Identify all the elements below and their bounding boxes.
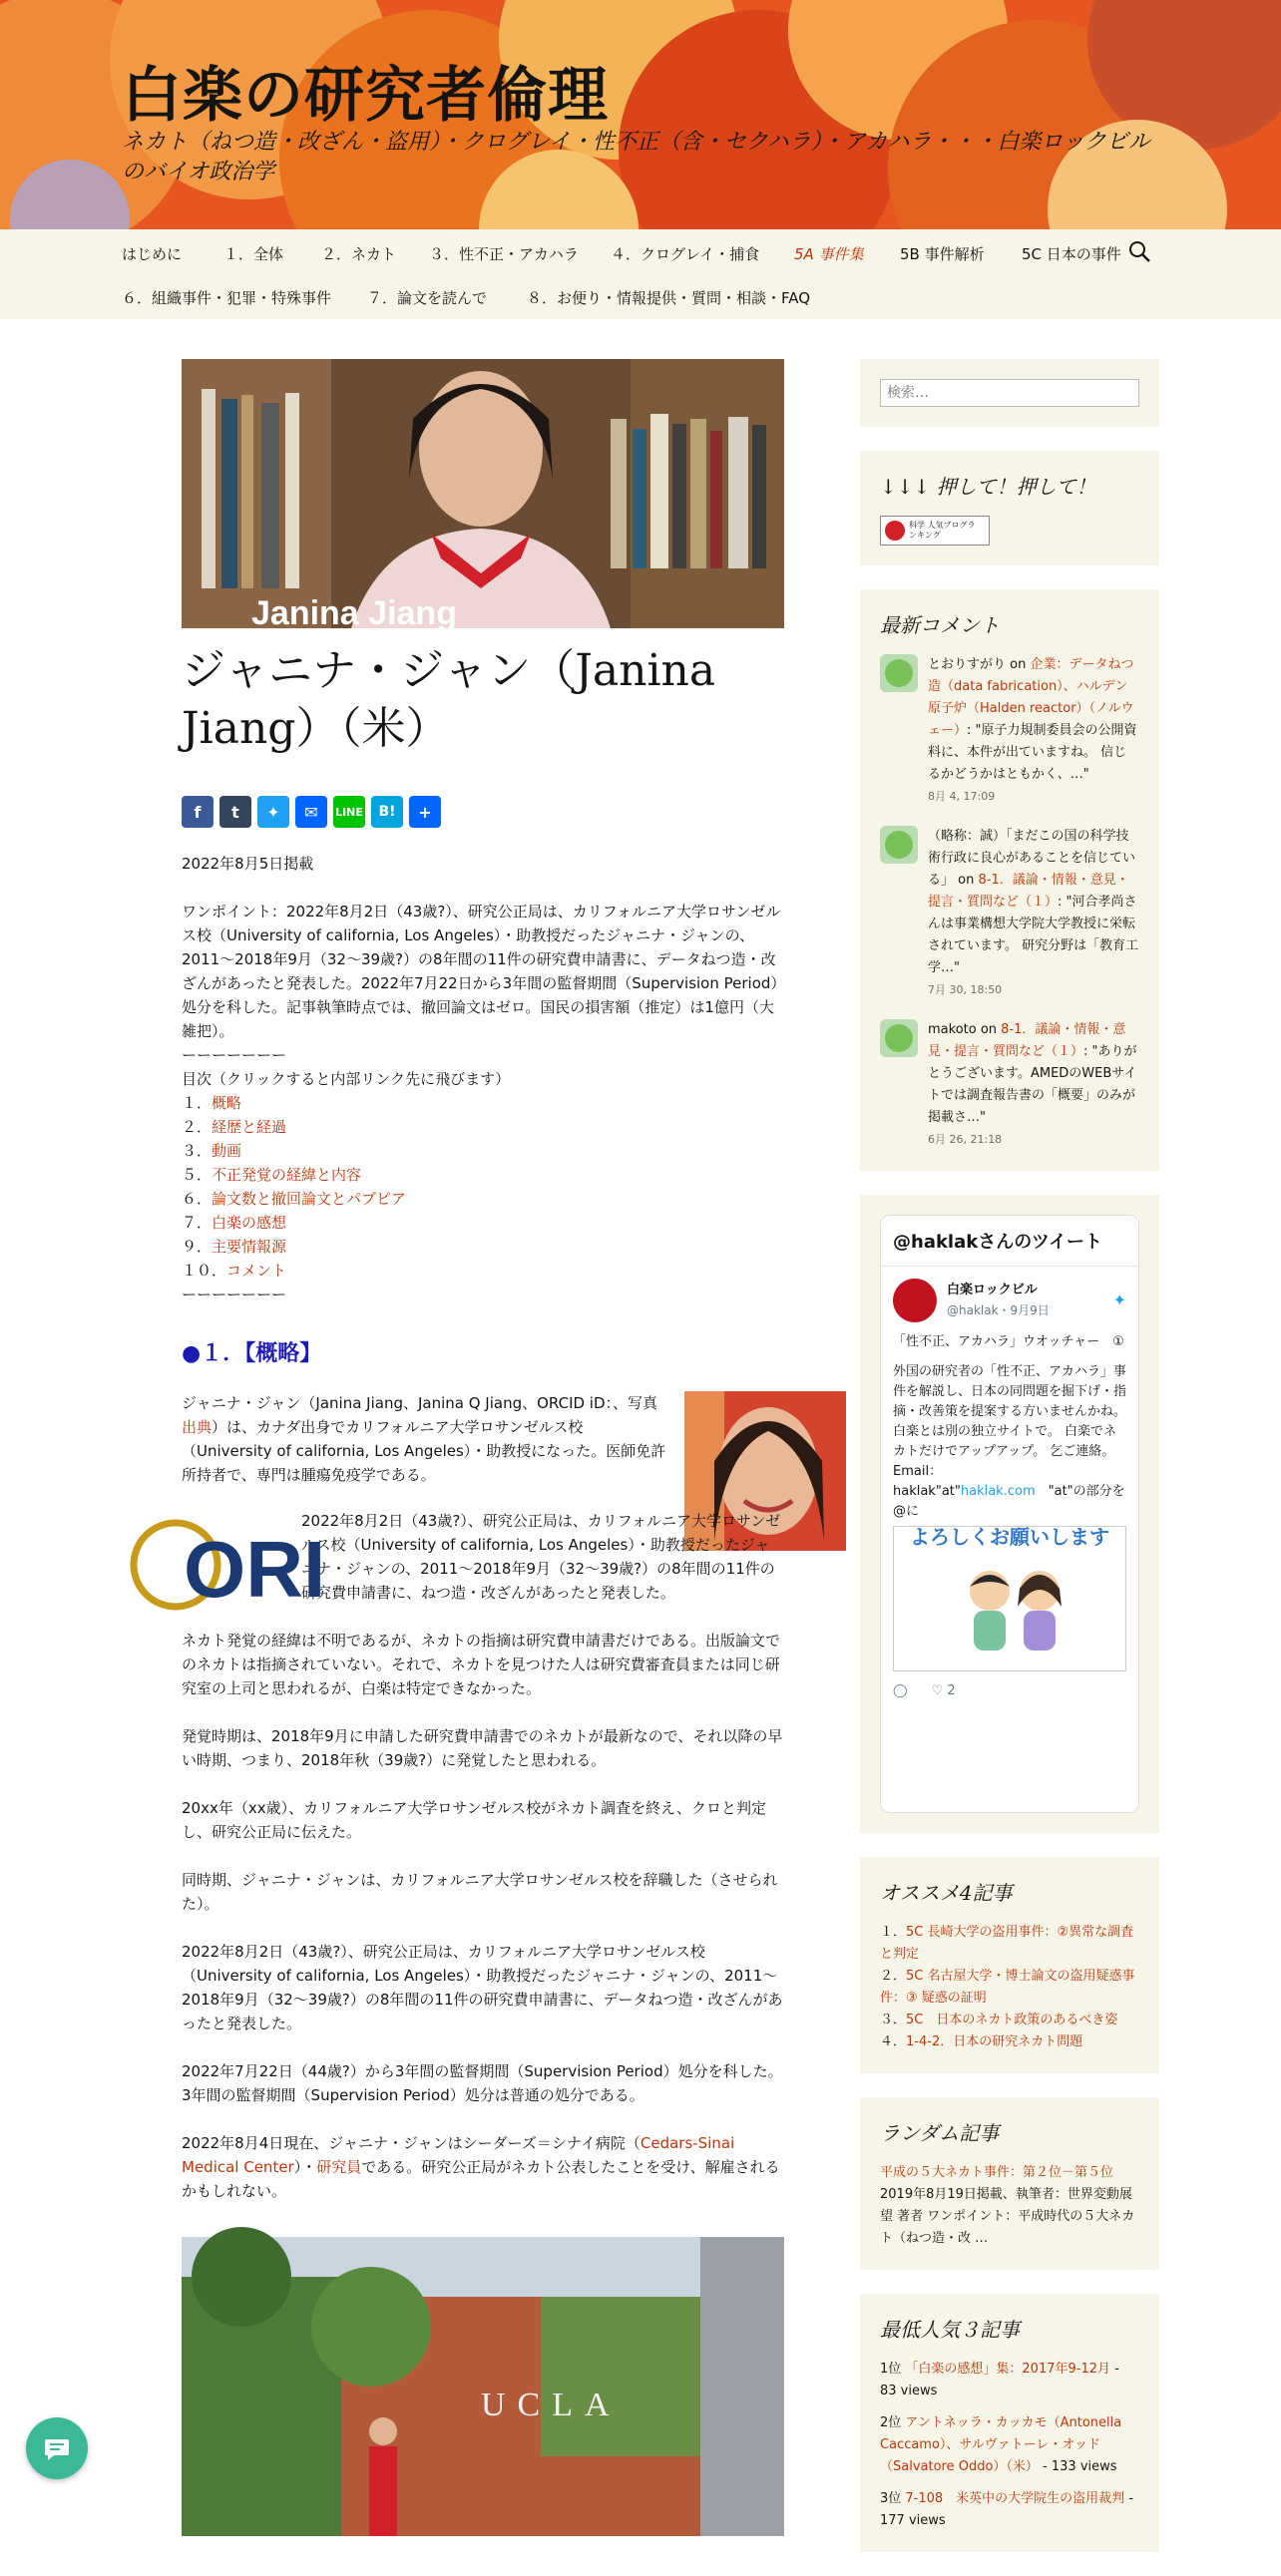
nav-item-grey[interactable]: ４．クログレイ・捕食 [611, 245, 760, 263]
email-icon[interactable]: ✉ [295, 796, 327, 828]
comment-item [880, 826, 1139, 1001]
list-item [880, 1922, 1139, 1966]
twitter-timeline-header[interactable]: @haklakさんのツイート [881, 1216, 1138, 1267]
line-icon[interactable]: LINE [333, 796, 365, 828]
tweet-author-name[interactable]: 白楽ロックビル [947, 1283, 1038, 1297]
comment-on: on [954, 873, 979, 888]
toc-item [182, 1235, 784, 1259]
popular-link[interactable]: アントネッラ・カッカモ（Antonella Caccamo）、サルヴァトーレ・オッド（Salvatore Oddo）（米） [880, 2415, 1122, 2474]
cedars-sinai-link[interactable]: Cedars-Sinai Medical Center [182, 2134, 735, 2176]
twitter-icon[interactable]: ✦ [257, 796, 289, 828]
popular-link[interactable]: 「白楽の感想」集：2017年9-12月 [905, 2362, 1110, 2377]
overview-text: ）・ [293, 2158, 317, 2176]
toc-item [182, 1091, 784, 1115]
comment-author: とおりすがり [928, 657, 1007, 672]
search-input[interactable] [880, 379, 1139, 407]
section-heading-overview: ●１．【概略】 [182, 1341, 322, 1366]
divider: ーーーーーーー [182, 1046, 287, 1064]
portrait-image [182, 359, 784, 628]
ori-logo-text: ORI [184, 1525, 326, 1614]
twitter-avatar[interactable] [893, 1279, 937, 1322]
like-icon[interactable]: ♡ 2 [931, 1683, 956, 1698]
entry-title: ジャニナ・ジャン（Janina Jiang）（米） [182, 645, 716, 754]
article [182, 359, 784, 2536]
chat-icon [42, 2433, 72, 2463]
recent-comments-widget [860, 589, 1159, 1171]
comment-item [880, 1019, 1139, 1151]
least-popular-widget [860, 2294, 1159, 2552]
widget-title: ↓↓↓ 押して！押して！ [880, 475, 1096, 499]
list-item [880, 2010, 1139, 2031]
toc-num: ９． [182, 1238, 213, 1256]
reply-icon[interactable]: ◯ [893, 1683, 908, 1698]
toc-item [182, 1211, 784, 1235]
comment-date: 6月 26, 21:18 [928, 1133, 1003, 1146]
site-description: ネカト（ねつ造・改ざん・盗用）・クログレイ・性不正（含・セクハラ）・アカハラ・・・白楽ロックビルのバイオ政治学 [122, 130, 1150, 184]
comment-excerpt: : "原子力規制委員会の公開資料に、本件が出ていますね。 信じるかどうかはともかく、…" [928, 723, 1137, 782]
widget-title: ランダム記事 [880, 2121, 1000, 2145]
list-item [880, 1966, 1139, 2010]
featured-image [182, 359, 784, 632]
post-date: 2022年8月5日掲載 [182, 855, 314, 873]
rank-label: 1位 [880, 2362, 906, 2377]
toc-num: ２． [182, 1118, 213, 1136]
overview-paragraph-9 [182, 2131, 784, 2203]
chat-button[interactable] [26, 2417, 88, 2479]
overview-paragraph-2: 2022年8月2日（43歳?）、研究公正局は、カリフォルニア大学ロサンゼルス校（University of california, Los Angeles）・助教授だったジャニナ・ジャンの、2011～2018年9月（32～39歳?）の8年間の11件の研究費申請書に、ねつ造・改ざんがあったと発表した。 [301, 1512, 781, 1602]
ranking-badge[interactable] [880, 516, 990, 546]
tweet-link[interactable]: haklak.com [960, 1484, 1036, 1499]
random-post-link[interactable]: 平成の５大ネカト事件：第２位－第５位 [880, 2165, 1114, 2180]
search-widget [860, 359, 1159, 427]
widget-title: オススメ4記事 [880, 1881, 1013, 1905]
like-count: 2 [947, 1683, 956, 1698]
view-count: - 133 views [1038, 2459, 1117, 2474]
ucla-photo [182, 2237, 784, 2536]
widget-title: 最低人気３記事 [880, 2318, 1020, 2342]
overview-paragraph-7: 2022年8月2日（43歳?）、研究公正局は、カリフォルニア大学ロサンゼルス校（University of california, Los Angeles）・助教授だったジャニナ・ジャンの、2011～2018年9月（32～39歳?）の8年間の11件の研究費申請書に、データねつ造・改ざんがあったと発表した。 [182, 1943, 783, 2032]
comment-on: on [976, 1022, 1002, 1037]
toc-num: １． [182, 1094, 213, 1112]
comment-excerpt: : "ありがとうございます。AMEDのWEBサイトでは調査報告書の「概要」のみが掲載さ…" [928, 1044, 1137, 1125]
overview-paragraph-5: 20xx年（xx歳）、カリフォルニア大学ロサンゼルス校がネカト調査を終え、クロと判定し、研究公正局に伝えた。 [182, 1799, 767, 1841]
toc-link-papers[interactable]: 論文数と撤回論文とパブピア [212, 1190, 407, 1208]
toc-link-career[interactable]: 経歴と経過 [212, 1118, 287, 1136]
overview-text: である。研究公正局がネカト公表したことを受け、解雇されるかもしれない。 [182, 2158, 780, 2200]
twitter-timeline [880, 1215, 1139, 1813]
nav-item-all[interactable]: １．全体 [223, 245, 284, 263]
toc-label: 目次（クリックすると内部リンク先に飛びます） [182, 1070, 511, 1088]
overview-paragraph-1 [182, 1391, 670, 1487]
ranking-badge-icon [885, 521, 905, 541]
toc-num: ６． [182, 1190, 213, 1208]
nav-item-intro[interactable]: はじめに [122, 245, 183, 263]
site-header [0, 0, 1281, 229]
comment-post-link[interactable]: 8-1．議論・情報・意見・提言・質問など（１） [928, 1022, 1126, 1059]
random-post-excerpt: 2019年8月19日掲載、執筆者：世界変動展望 著者 ワンポイント：平成時代の５大ネカト（ねつ造・改 … [880, 2187, 1135, 2246]
toc-item [182, 1139, 784, 1163]
nav-item-5a-cases[interactable]: 5A 事件集 [794, 245, 864, 263]
list-num: ２． [880, 1969, 907, 1984]
comment-date: 7月 30, 18:50 [928, 983, 1003, 996]
facebook-icon[interactable]: f [182, 796, 214, 828]
ranking-badge-label: 科学 人気ブログランキング [909, 521, 976, 540]
nav-item-5c-japan[interactable]: 5C 日本の事件 [1022, 245, 1121, 263]
rank-label: 3位 [880, 2491, 906, 2506]
overview-paragraph-4: 発覚時期は、2018年9月に申請した研究費申請書でのネカトが最新なので、それ以降の早い時期、つまり、2018年秋（39歳?）に発覚したと思われる。 [182, 1727, 783, 1769]
list-item [880, 2412, 1139, 2478]
widget-title: 最新コメント [880, 613, 1000, 637]
toc-num: ５． [182, 1166, 213, 1184]
avatar [880, 1019, 918, 1057]
popular-link[interactable]: 7-108 米英中の大学院生の盗用裁判 [905, 2491, 1125, 2506]
list-num: ４． [880, 2034, 907, 2049]
overview-text: ）は、カナダ出身でカリフォルニア大学ロサンゼルス校（University of california, Los Angeles）・助教授になった。医師免許所持者で、専門は腫瘍免疫学である。 [182, 1418, 666, 1484]
recommend-link[interactable]: 1-4-2．日本の研究ネカト問題 [906, 2034, 1083, 2049]
comment-excerpt: : "河合孝尚さんは事業構想大学院大学教授に栄転されています。 研究分野は「教育工学…" [928, 895, 1139, 975]
twitter-widget [860, 1195, 1159, 1833]
nav-item-organization[interactable]: ６．組織事件・犯罪・特殊事件 [122, 289, 332, 307]
toc-item [182, 1115, 784, 1139]
list-num: １． [880, 1925, 907, 1940]
random-post-widget [860, 2097, 1159, 2270]
toc-link-misconduct[interactable]: 不正発覚の経緯と内容 [212, 1166, 362, 1184]
sidebar [860, 359, 1159, 2576]
comment-author: makoto [928, 1022, 977, 1037]
recommended-widget [860, 1857, 1159, 2073]
tweet-text: 外国の研究者の「性不正、アカハラ」事件を解説し、日本の同問題を掘下げ・指摘・改善策を提案する方いませんかね。 白楽とは別の独立サイトで。 白楽でネカトだけでアップアップ。 乞ご連絡。Email： [893, 1364, 1127, 1479]
tweet-text: haklak"at" [893, 1484, 961, 1499]
comment-post-link[interactable]: 企業：データねつ造（data fabrication）、ハルデン原子炉（Halden reactor）（ノルウェー） [928, 657, 1134, 738]
comment-on: on [1006, 657, 1031, 672]
nav-item-faq[interactable]: ８．お便り・情報提供・質問・相談・FAQ [527, 289, 811, 307]
source-link[interactable]: 出典 [182, 1418, 213, 1436]
comment-item [880, 654, 1139, 808]
toc-num: ３． [182, 1142, 213, 1160]
recommend-link[interactable]: 5C 日本のネカト政策のあるべき姿 [906, 2013, 1118, 2027]
view-count: - 83 views [880, 2362, 1119, 2398]
avatar [880, 654, 918, 692]
table-of-contents [182, 1091, 784, 1283]
toc-link-thoughts[interactable]: 白楽の感想 [212, 1214, 287, 1232]
twitter-bird-icon: ✦ [1112, 1290, 1126, 1309]
tweet-image-illustration [894, 1557, 1153, 1666]
tweet-image[interactable] [893, 1526, 1126, 1671]
overview-text: ジャニナ・ジャン（Janina Jiang、Janina Q Jiang、ORCID iD：、写真 [182, 1394, 658, 1412]
toc-link-video[interactable]: 動画 [212, 1142, 242, 1160]
list-item [880, 2031, 1139, 2053]
ori-logo [126, 1513, 326, 1614]
nav-item-sexual-misconduct[interactable]: ３．性不正・アカハラ [429, 245, 579, 263]
avatar [880, 826, 918, 864]
overview-paragraph-6: 同時期、ジャニナ・ジャンは、カリフォルニア大学ロサンゼルス校を辞職した（させられた）。 [182, 1871, 778, 1913]
comment-date: 8月 4, 17:09 [928, 790, 996, 803]
list-item [880, 2488, 1139, 2532]
share-plus-icon[interactable]: + [409, 796, 441, 828]
tweet-text: "at"の部分を@に [893, 1484, 1125, 1519]
onepoint-summary: ワンポイント：2022年8月2日（43歳?）、研究公正局は、カリフォルニア大学ロサンゼルス校（University of california, Los Angeles）・助教授だったジャニナ・ジャンの、2011～2018年9月（32～39歳?）の8年間の11件の研究費申請書に、データねつ造・改ざんがあったと発表した。2022年7月22日から3年間の監督期間（Supervision Period）処分を科した。記事執筆時点では、撤回論文はゼロ。国民の損害額（推定）は1億円（大雑把）。 [182, 903, 781, 1040]
nav-item-5b-analysis[interactable]: 5B 事件解析 [900, 245, 985, 263]
overview-text: 2022年8月4日現在、ジャニナ・ジャンはシーダーズ＝シナイ病院（ [182, 2134, 640, 2152]
divider: ーーーーーーー [182, 1286, 287, 1303]
recommend-link[interactable]: 5C 名古屋大学・博士論文の盗用疑惑事件：③ 疑惑の証明 [880, 1969, 1135, 2006]
tumblr-icon[interactable]: t [219, 796, 251, 828]
ranking-widget [860, 451, 1159, 565]
toc-item [182, 1163, 784, 1187]
tweet-image-text: よろしくお願いします [910, 1525, 1109, 1549]
toc-item [182, 1259, 784, 1283]
overview-paragraph-8: 2022年7月22日（44歳?）から3年間の監督期間（Supervision Period）処分を科した。3年間の監督期間（Supervision Period）処分は普通の処分である。 [182, 2062, 783, 2104]
tweet-handle: @haklak・9月9日 [947, 1303, 1050, 1317]
hatena-icon[interactable]: B! [371, 796, 403, 828]
tweet-email-line [893, 1482, 1126, 1522]
site-title[interactable]: 白楽の研究者倫理 [122, 61, 609, 131]
share-buttons [182, 796, 784, 828]
overview-paragraph-3: ネカト発覚の経緯は不明であるが、ネカトの指摘は研究費申請書だけである。出版論文でのネカトは指摘されていない。それで、ネカトを見つけた人は研究費審査員または同じ研究室の上司と思われるが、白楽は特定できなかった。 [182, 1632, 781, 1697]
toc-num: １０． [182, 1262, 227, 1280]
rank-label: 2位 [880, 2415, 906, 2430]
toc-link-sources[interactable]: 主要情報源 [212, 1238, 287, 1256]
researcher-link[interactable]: 研究員 [316, 2158, 362, 2176]
list-num: ３． [880, 2013, 907, 2027]
toc-num: ７． [182, 1214, 213, 1232]
hero-caption: Janina Jiang [251, 594, 457, 632]
comment-author: （略称：誠）「まだこの国の科学技術行政に良心があることを信じている」 [928, 829, 1136, 888]
tweet-text: 「性不正、アカハラ」ウオッチャー ① [893, 1334, 1124, 1349]
comment-post-link[interactable]: 8-1．議論・情報・意見・提言・質問など（１） [928, 873, 1129, 910]
recommend-link[interactable]: 5C 長崎大学の盗用事件：②異常な調査と判定 [880, 1925, 1134, 1962]
toc-link-overview[interactable]: 概略 [212, 1094, 242, 1112]
nav-item-netsuke[interactable]: ２．ネカト [321, 245, 397, 263]
search-icon[interactable] [1127, 239, 1151, 263]
nav-item-papers[interactable]: ７．論文を読んで [367, 289, 488, 307]
toc-link-comments[interactable]: コメント [226, 1262, 287, 1280]
view-count: - 177 views [880, 2491, 1134, 2528]
list-item [880, 2359, 1139, 2402]
ucla-sign-text: UCLA [481, 2387, 622, 2423]
toc-item [182, 1187, 784, 1211]
main-navigation [0, 229, 1281, 319]
